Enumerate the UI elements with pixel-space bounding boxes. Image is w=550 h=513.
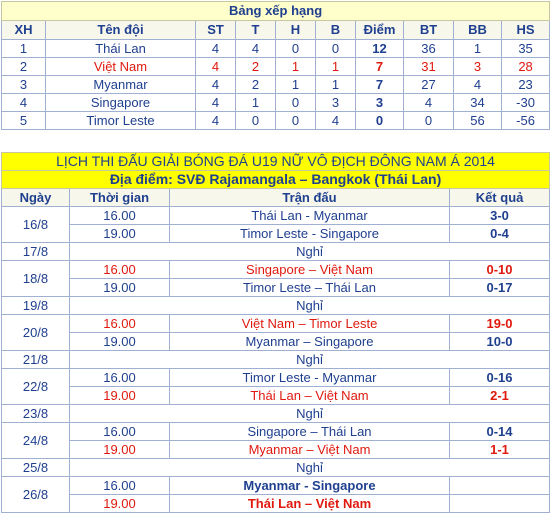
standings-row <box>2 58 550 76</box>
standings-row <box>2 40 550 58</box>
schedule-rest-row <box>2 297 550 315</box>
goal-diff-cell: 35 <box>502 40 550 58</box>
points-cell: 3 <box>356 94 404 112</box>
standings-row <box>2 76 550 94</box>
match-cell: Việt Nam – Timor Leste <box>170 315 450 333</box>
goals-against-cell: 3 <box>454 58 502 76</box>
lost-cell: 1 <box>316 76 356 94</box>
goals-for-cell: 31 <box>404 58 454 76</box>
schedule-match-row <box>2 369 550 387</box>
col-header-goals-for: BT <box>404 21 454 40</box>
match-cell: Singapore – Việt Nam <box>170 261 450 279</box>
points-cell: 0 <box>356 112 404 130</box>
schedule-rest-row <box>2 243 550 261</box>
col-header-rank: XH <box>2 21 46 40</box>
match-cell: Myanmar - Singapore <box>170 477 450 495</box>
schedule-rest-row <box>2 459 550 477</box>
standings-table <box>1 1 550 130</box>
schedule-match-row <box>2 441 550 459</box>
schedule-match-row <box>2 333 550 351</box>
match-cell: Myanmar – Việt Nam <box>170 441 450 459</box>
rest-cell: Nghỉ <box>70 297 550 315</box>
drawn-cell: 1 <box>276 76 316 94</box>
schedule-title: LỊCH THI ĐẤU GIẢI BÓNG ĐÁ U19 NỮ VÔ ĐỊCH ĐÔNG NAM Á 2014 <box>2 153 550 171</box>
goals-against-cell: 4 <box>454 76 502 94</box>
col-header-points: Điểm <box>356 21 404 40</box>
rank-cell: 3 <box>2 76 46 94</box>
col-header-drawn: H <box>276 21 316 40</box>
team-cell: Việt Nam <box>46 58 196 76</box>
goals-for-cell: 36 <box>404 40 454 58</box>
col-header-goal-diff: HS <box>502 21 550 40</box>
lost-cell: 3 <box>316 94 356 112</box>
date-cell: 24/8 <box>2 423 70 459</box>
schedule-venue: Địa điểm: SVĐ Rajamangala – Bangkok (Thái Lan) <box>2 171 550 189</box>
schedule-table <box>1 152 550 513</box>
rest-cell: Nghỉ <box>70 405 550 423</box>
goal-diff-cell: 23 <box>502 76 550 94</box>
points-cell: 7 <box>356 76 404 94</box>
won-cell: 2 <box>236 76 276 94</box>
date-cell: 23/8 <box>2 405 70 423</box>
col-header-time: Thời gian <box>70 189 170 207</box>
time-cell: 19.00 <box>70 333 170 351</box>
goals-against-cell: 34 <box>454 94 502 112</box>
points-cell: 12 <box>356 40 404 58</box>
result-cell: 0-16 <box>450 369 550 387</box>
rank-cell: 1 <box>2 40 46 58</box>
col-header-match: Trận đấu <box>170 189 450 207</box>
col-header-result: Kết quả <box>450 189 550 207</box>
standings-row <box>2 94 550 112</box>
col-header-won: T <box>236 21 276 40</box>
result-cell: 0-17 <box>450 279 550 297</box>
played-cell: 4 <box>196 58 236 76</box>
rank-cell: 5 <box>2 112 46 130</box>
time-cell: 19.00 <box>70 225 170 243</box>
schedule-rest-row <box>2 351 550 369</box>
date-cell: 26/8 <box>2 477 70 513</box>
goals-for-cell: 4 <box>404 94 454 112</box>
time-cell: 19.00 <box>70 387 170 405</box>
result-cell <box>450 477 550 495</box>
schedule-rest-row <box>2 405 550 423</box>
col-header-goals-against: BB <box>454 21 502 40</box>
drawn-cell: 0 <box>276 94 316 112</box>
match-cell: Timor Leste – Thái Lan <box>170 279 450 297</box>
goal-diff-cell: -30 <box>502 94 550 112</box>
schedule-match-row <box>2 207 550 225</box>
standings-row <box>2 112 550 130</box>
result-cell: 0-10 <box>450 261 550 279</box>
drawn-cell: 0 <box>276 112 316 130</box>
schedule-match-row <box>2 423 550 441</box>
rank-cell: 4 <box>2 94 46 112</box>
rest-cell: Nghỉ <box>70 243 550 261</box>
team-cell: Thái Lan <box>46 40 196 58</box>
rank-cell: 2 <box>2 58 46 76</box>
time-cell: 19.00 <box>70 495 170 513</box>
time-cell: 16.00 <box>70 369 170 387</box>
won-cell: 4 <box>236 40 276 58</box>
time-cell: 16.00 <box>70 423 170 441</box>
goals-for-cell: 27 <box>404 76 454 94</box>
date-cell: 21/8 <box>2 351 70 369</box>
lost-cell: 1 <box>316 58 356 76</box>
col-header-lost: B <box>316 21 356 40</box>
result-cell: 10-0 <box>450 333 550 351</box>
date-cell: 18/8 <box>2 261 70 297</box>
match-cell: Thái Lan – Việt Nam <box>170 387 450 405</box>
won-cell: 1 <box>236 94 276 112</box>
result-cell: 3-0 <box>450 207 550 225</box>
lost-cell: 0 <box>316 40 356 58</box>
played-cell: 4 <box>196 40 236 58</box>
time-cell: 19.00 <box>70 279 170 297</box>
team-cell: Singapore <box>46 94 196 112</box>
goals-for-cell: 0 <box>404 112 454 130</box>
schedule-match-row <box>2 477 550 495</box>
drawn-cell: 0 <box>276 40 316 58</box>
lost-cell: 4 <box>316 112 356 130</box>
drawn-cell: 1 <box>276 58 316 76</box>
date-cell: 20/8 <box>2 315 70 351</box>
date-cell: 19/8 <box>2 297 70 315</box>
rest-cell: Nghỉ <box>70 351 550 369</box>
won-cell: 2 <box>236 58 276 76</box>
standings-title: Bảng xếp hạng <box>2 2 550 21</box>
date-cell: 17/8 <box>2 243 70 261</box>
played-cell: 4 <box>196 94 236 112</box>
goals-against-cell: 1 <box>454 40 502 58</box>
match-cell: Singapore – Thái Lan <box>170 423 450 441</box>
date-cell: 16/8 <box>2 207 70 243</box>
played-cell: 4 <box>196 76 236 94</box>
schedule-match-row <box>2 279 550 297</box>
time-cell: 16.00 <box>70 207 170 225</box>
col-header-date: Ngày <box>2 189 70 207</box>
schedule-match-row <box>2 387 550 405</box>
time-cell: 16.00 <box>70 315 170 333</box>
match-cell: Timor Leste - Myanmar <box>170 369 450 387</box>
date-cell: 25/8 <box>2 459 70 477</box>
played-cell: 4 <box>196 112 236 130</box>
date-cell: 22/8 <box>2 369 70 405</box>
team-cell: Timor Leste <box>46 112 196 130</box>
goals-against-cell: 56 <box>454 112 502 130</box>
match-cell: Thái Lan - Myanmar <box>170 207 450 225</box>
result-cell: 1-1 <box>450 441 550 459</box>
team-cell: Myanmar <box>46 76 196 94</box>
rest-cell: Nghỉ <box>70 459 550 477</box>
time-cell: 16.00 <box>70 477 170 495</box>
result-cell: 0-14 <box>450 423 550 441</box>
won-cell: 0 <box>236 112 276 130</box>
match-cell: Myanmar – Singapore <box>170 333 450 351</box>
goal-diff-cell: 28 <box>502 58 550 76</box>
time-cell: 19.00 <box>70 441 170 459</box>
schedule-match-row <box>2 225 550 243</box>
result-cell: 19-0 <box>450 315 550 333</box>
schedule-match-row <box>2 315 550 333</box>
result-cell: 2-1 <box>450 387 550 405</box>
col-header-played: ST <box>196 21 236 40</box>
match-cell: Timor Leste - Singapore <box>170 225 450 243</box>
points-cell: 7 <box>356 58 404 76</box>
time-cell: 16.00 <box>70 261 170 279</box>
col-header-team: Tên đội <box>46 21 196 40</box>
match-cell: Thái Lan – Việt Nam <box>170 495 450 513</box>
schedule-match-row <box>2 261 550 279</box>
result-cell: 0-4 <box>450 225 550 243</box>
goal-diff-cell: -56 <box>502 112 550 130</box>
